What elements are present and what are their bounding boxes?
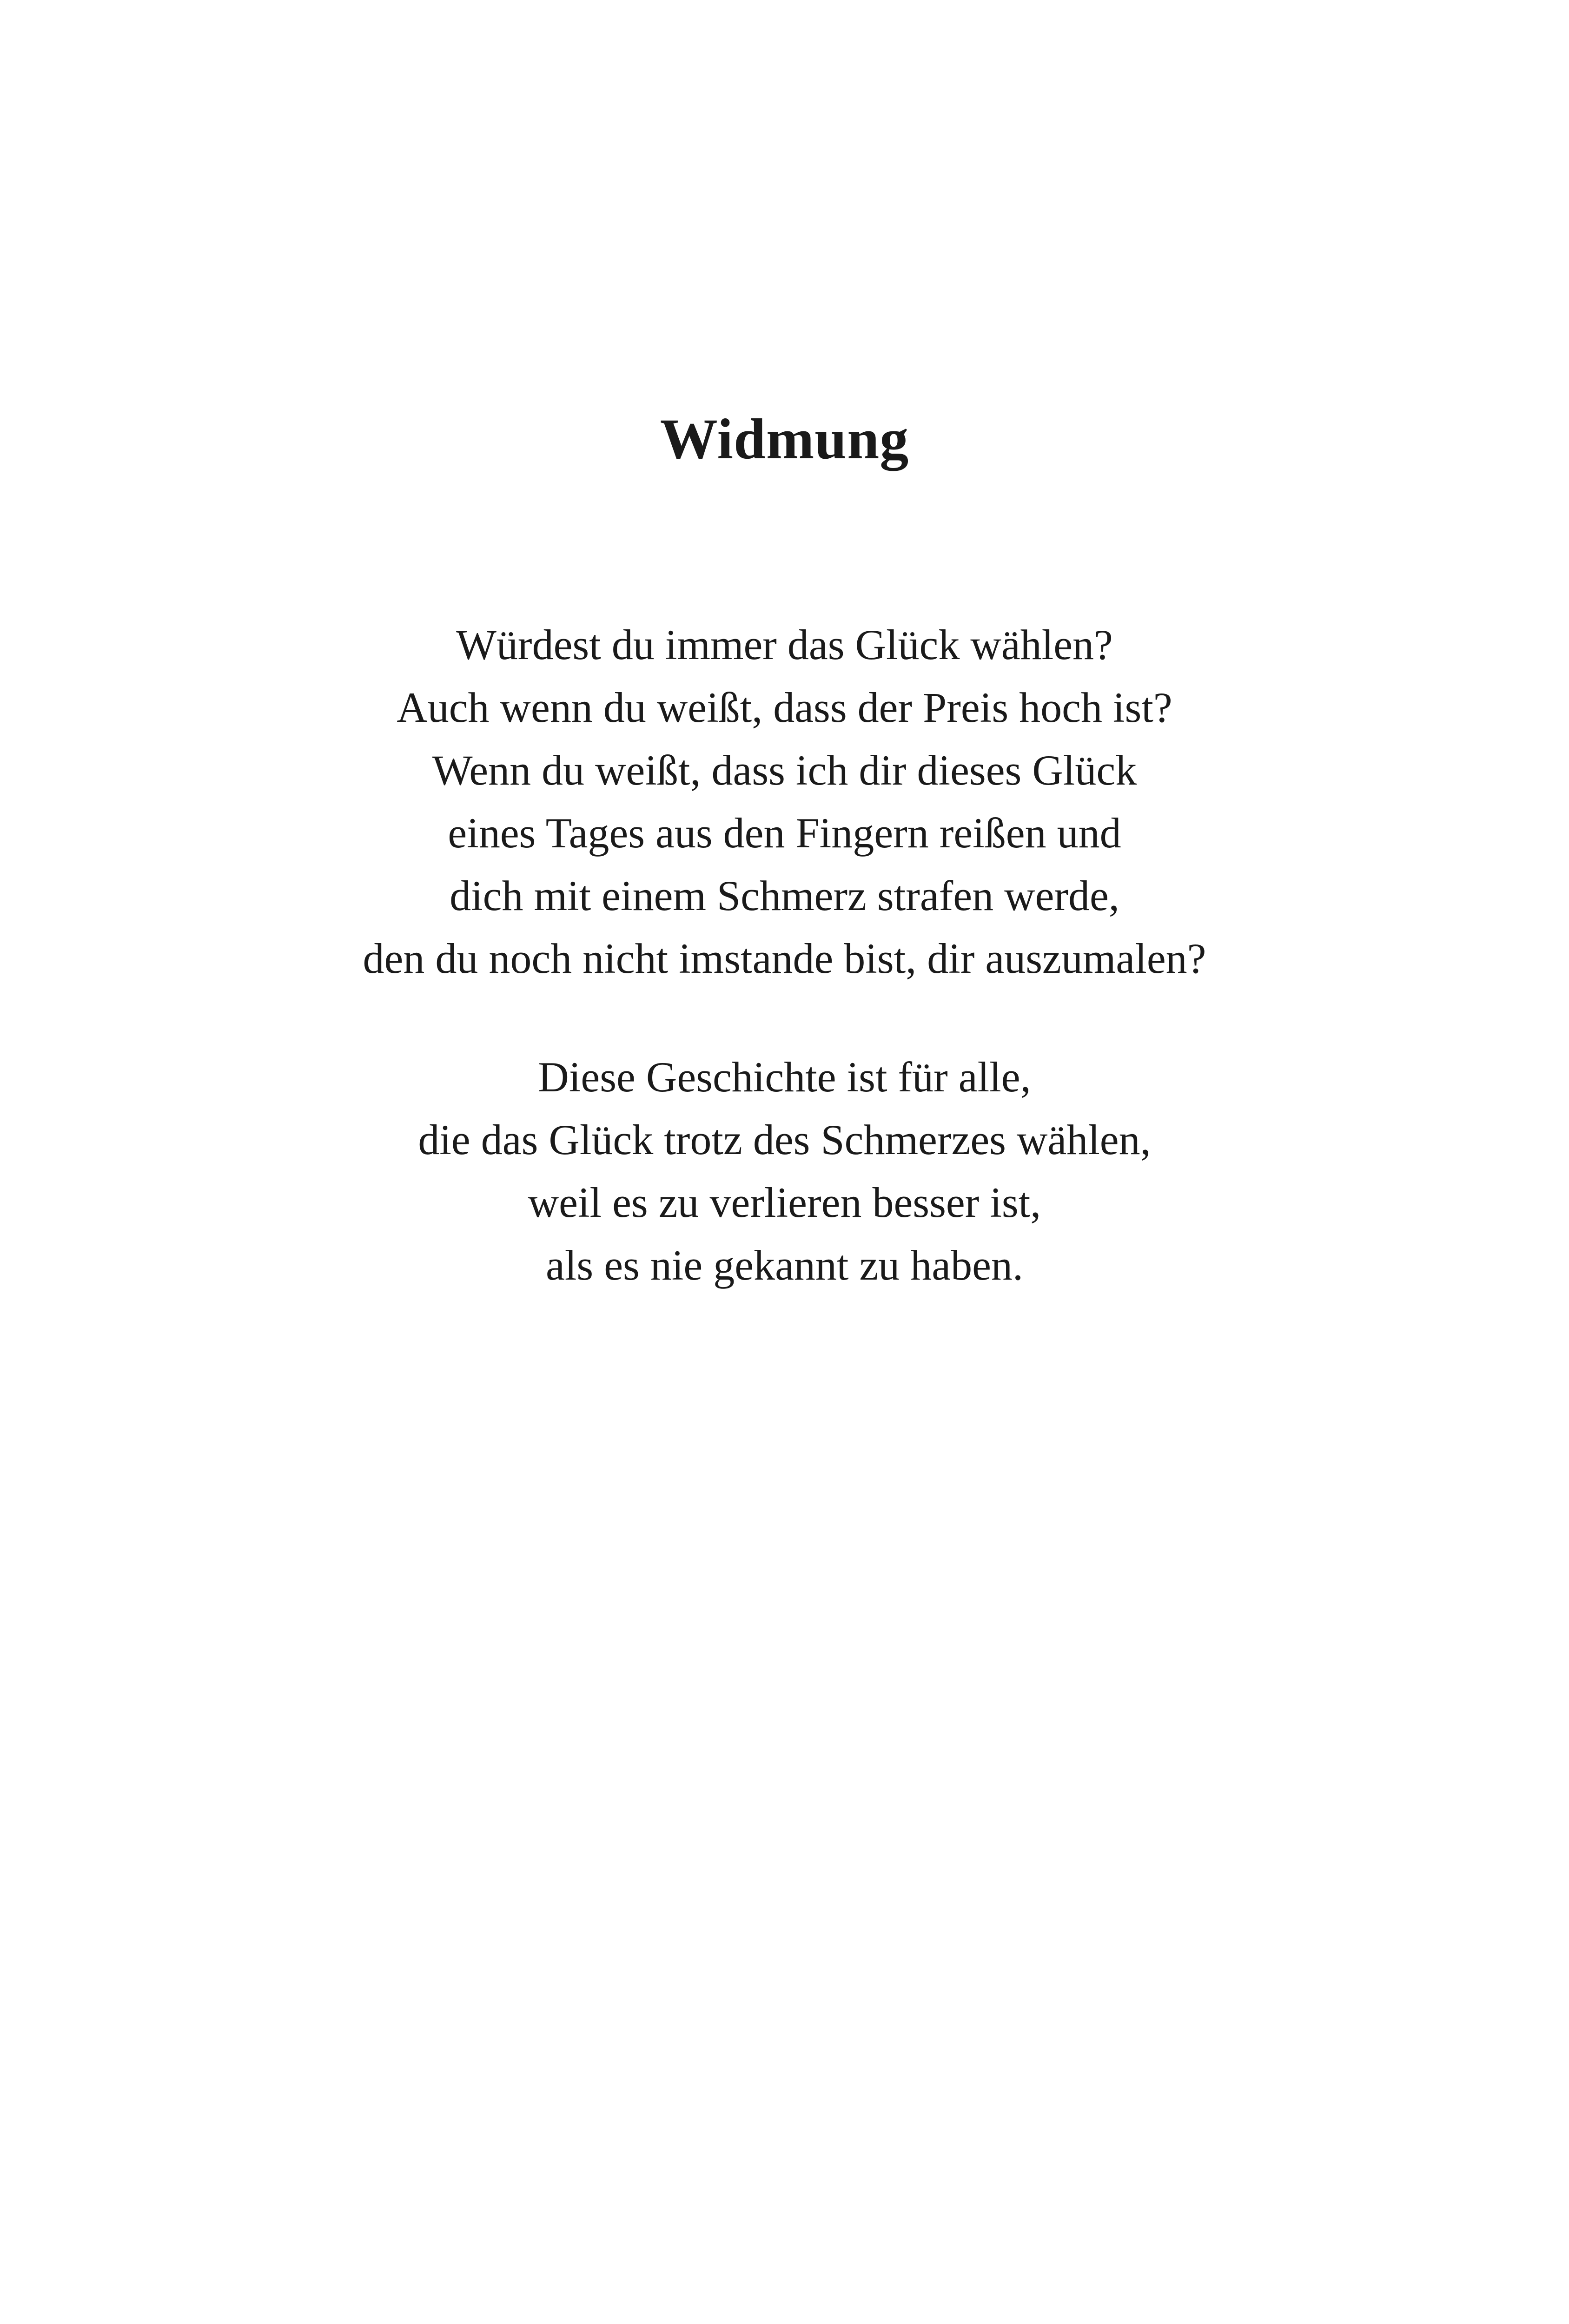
- verse-line: als es nie gekannt zu haben.: [546, 1241, 1023, 1289]
- stanza-2: [0, 1046, 1569, 1297]
- verse-line: Diese Geschichte ist für alle,: [538, 1053, 1031, 1101]
- verse-line: eines Tages aus den Fingern reißen und: [448, 809, 1121, 857]
- verse-line: dich mit einem Schmerz strafen werde,: [450, 872, 1119, 919]
- stanza-1: [0, 614, 1569, 990]
- verse-line: die das Glück trotz des Schmerzes wählen,: [418, 1116, 1151, 1163]
- verse-line: Auch wenn du weißt, dass der Preis hoch ist?: [397, 684, 1172, 731]
- verse-line: weil es zu verlieren besser ist,: [528, 1179, 1041, 1226]
- verse-line: Wenn du weißt, dass ich dir dieses Glück: [432, 746, 1137, 794]
- page-title: Widmung: [660, 407, 909, 471]
- verse-line: den du noch nicht imstande bist, dir auszumalen?: [363, 935, 1206, 982]
- verse-line: Würdest du immer das Glück wählen?: [456, 621, 1113, 668]
